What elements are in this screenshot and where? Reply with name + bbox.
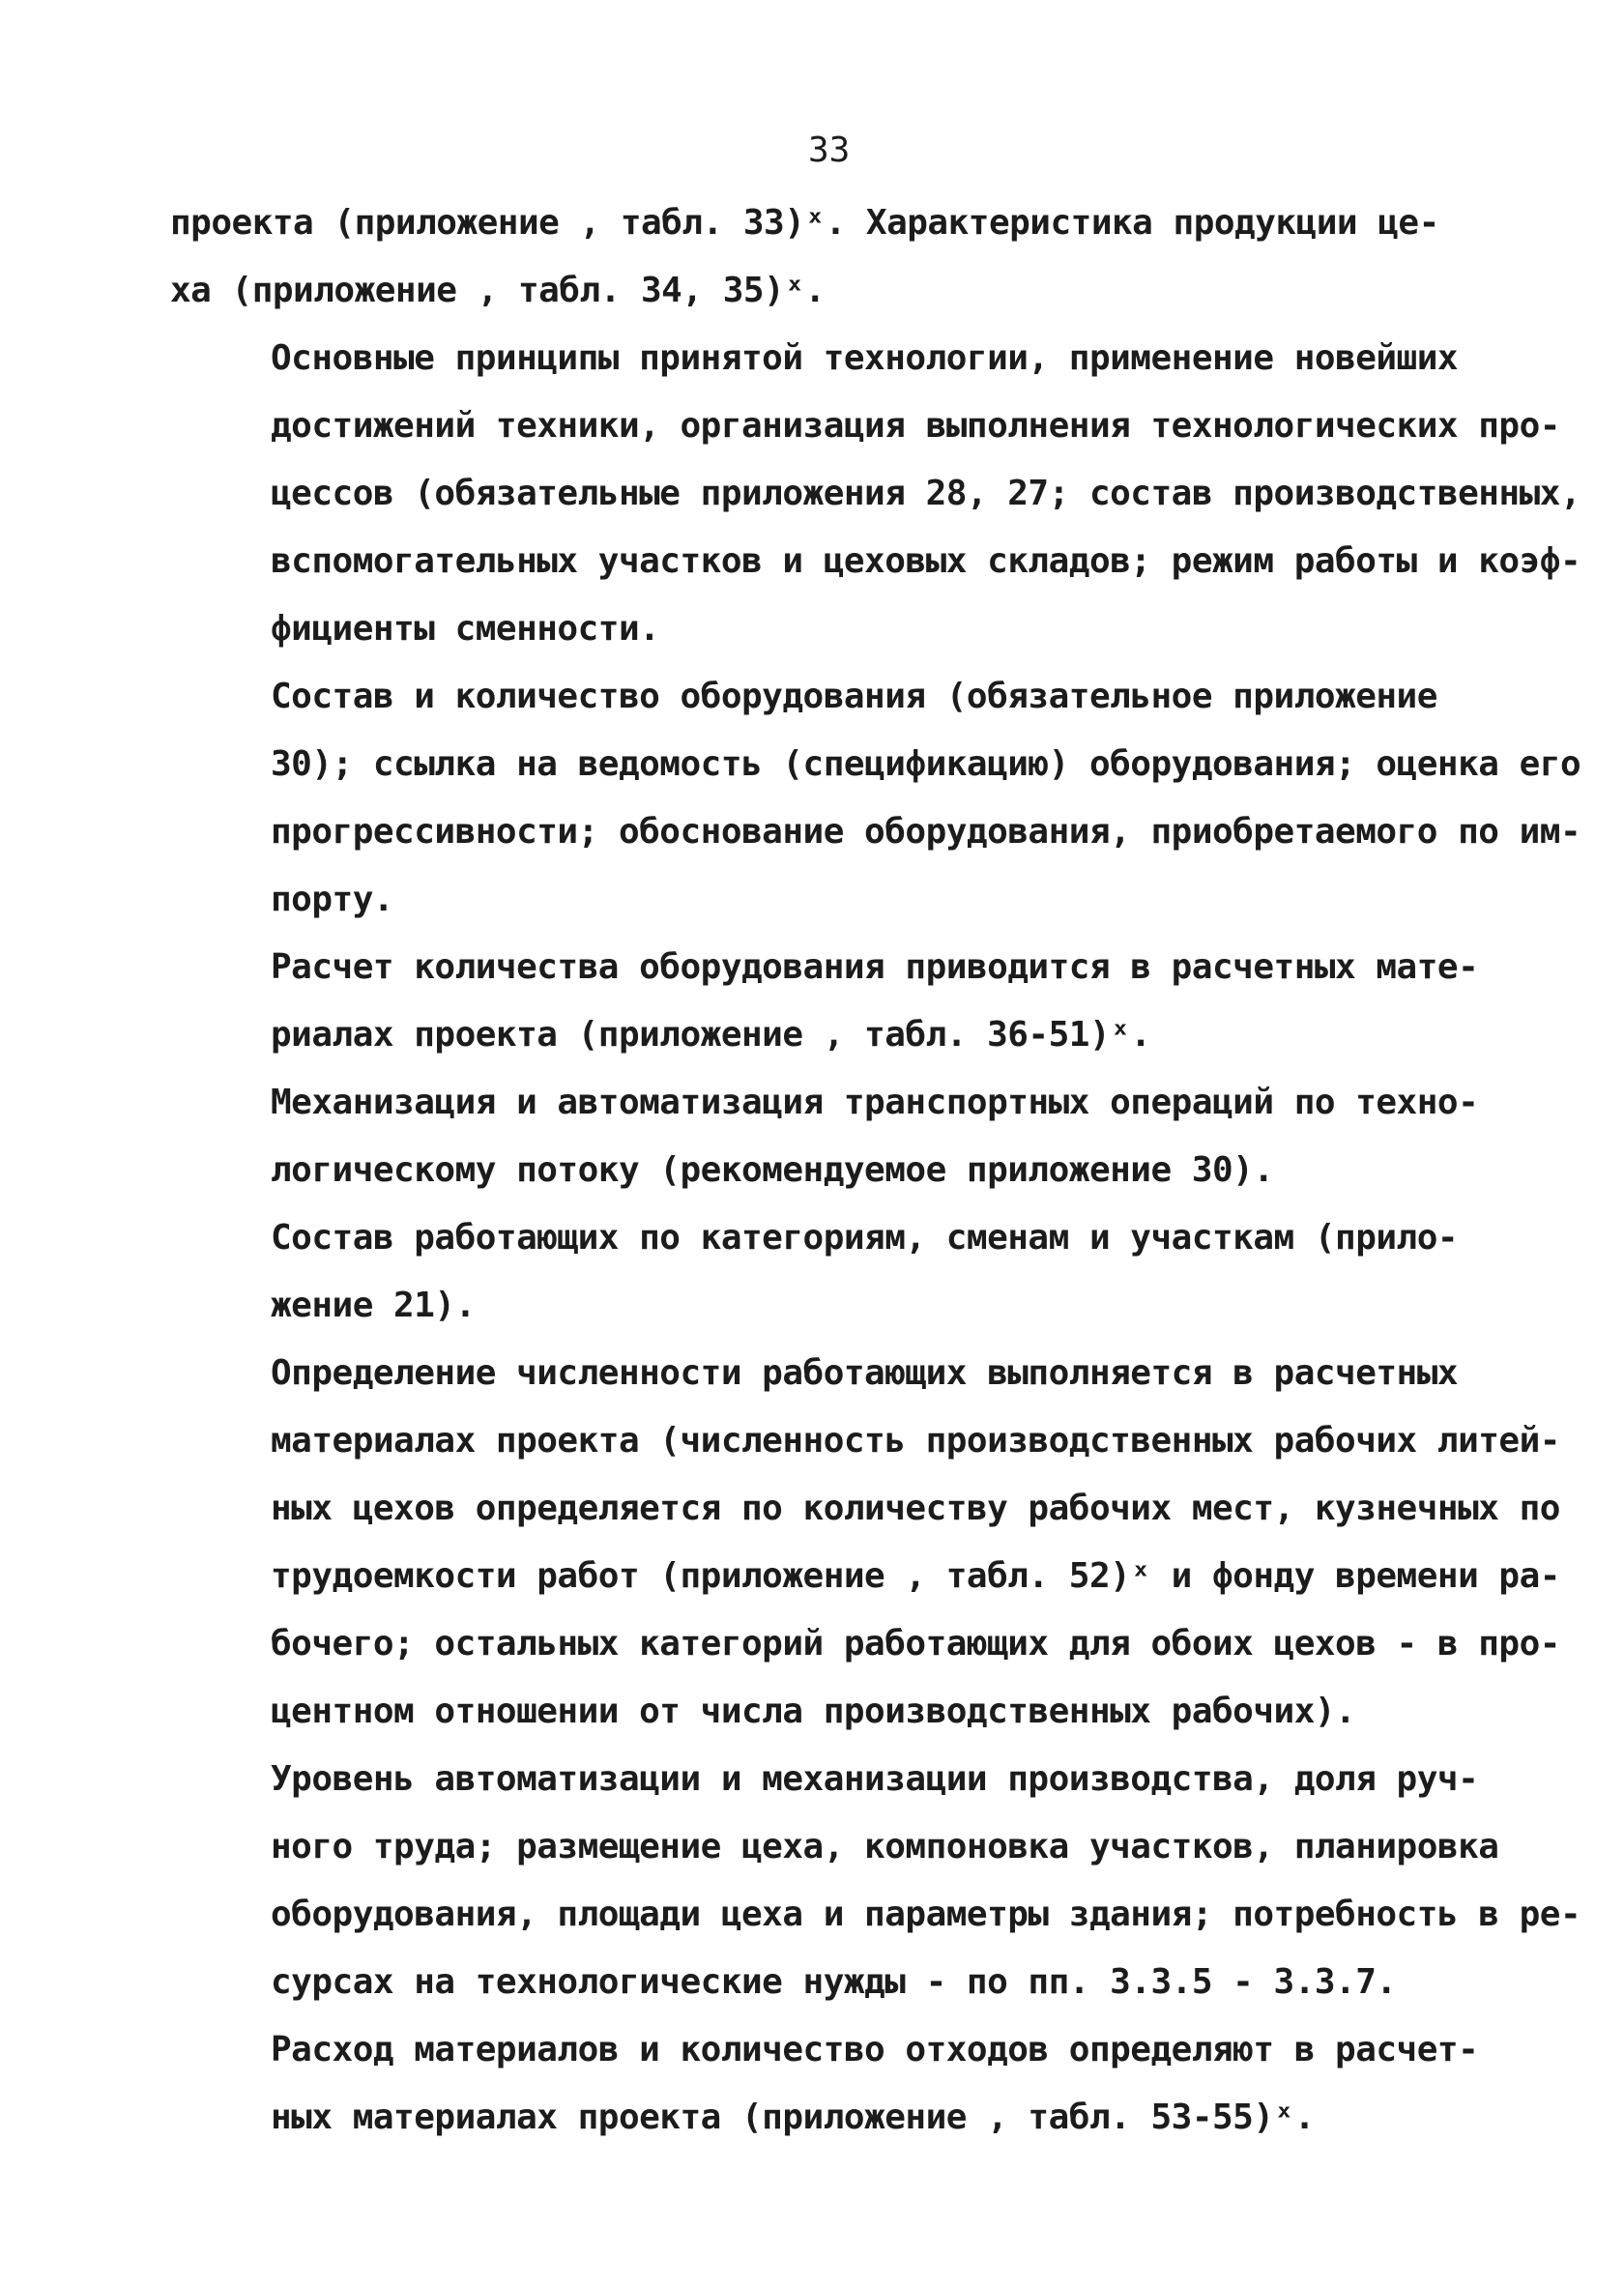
text-line: Состав и количество оборудования (обязательное приложение — [271, 677, 1437, 716]
text-line: жение 21). — [271, 1286, 476, 1325]
text-line: оборудования, площади цеха и параметры здания; потребность в ре- — [271, 1895, 1581, 1934]
text-line: Состав работающих по категориям, сменам и участкам (прило- — [271, 1218, 1459, 1258]
text-line: Основные принципы принятой технологии, применение новейших — [271, 338, 1459, 378]
text-line: Уровень автоматизации и механизации производства, доля руч- — [271, 1759, 1479, 1799]
text-line: бочего; остальных категорий работающих для обоих цехов - в про- — [271, 1624, 1560, 1664]
text-line: трудоемкости работ (приложение , табл. 52)ˣ и фонду времени ра- — [271, 1556, 1560, 1596]
text-line: цессов (обязательные приложения 28, 27; состав производственных, — [271, 474, 1581, 513]
page-number: 33 — [808, 130, 851, 170]
text-line: центном отношении от числа производственных рабочих). — [271, 1692, 1356, 1731]
text-line: прогрессивности; обоснование оборудования, приобретаемого по им- — [271, 812, 1581, 852]
paragraph — [170, 1204, 1485, 1340]
text-line: проекта (приложение , табл. 33)ˣ. Характеристика продукции це- — [170, 203, 1439, 243]
paragraph — [170, 934, 1485, 1069]
text-line: Определение численности работающих выполняется в расчетных — [271, 1353, 1459, 1393]
paragraph — [170, 1746, 1581, 2016]
paragraph — [170, 2016, 1485, 2152]
text-line: фициенты сменности. — [271, 609, 660, 649]
text-line: сурсах на технологические нужды - по пп. 3.3.5 - 3.3.7. — [271, 1962, 1397, 2002]
text-line: материалах проекта (численность производственных рабочих литей- — [271, 1421, 1560, 1461]
paragraph — [170, 325, 1581, 663]
paragraph — [170, 663, 1581, 934]
body-text — [170, 189, 1581, 2152]
text-line: риалах проекта (приложение , табл. 36-51)ˣ. — [271, 1015, 1151, 1055]
text-line: ха (приложение , табл. 34, 35)ˣ. — [170, 271, 826, 310]
text-line: Расход материалов и количество отходов определяют в расчет- — [271, 2030, 1479, 2069]
text-line: Механизация и автоматизация транспортных операций по техно- — [271, 1083, 1479, 1122]
paragraph — [170, 189, 1485, 325]
text-line: 30); ссылка на ведомость (спецификацию) оборудования; оценка его — [271, 744, 1581, 784]
text-line: ного труда; размещение цеха, компоновка участков, планировка — [271, 1827, 1499, 1866]
text-line: ных материалах проекта (приложение , табл. 53-55)ˣ. — [271, 2098, 1315, 2137]
text-line: Расчет количества оборудования приводится в расчетных мате- — [271, 947, 1479, 987]
paragraph — [170, 1340, 1560, 1746]
text-line: достижений техники, организация выполнения технологических про- — [271, 406, 1560, 446]
text-line: ных цехов определяется по количеству рабочих мест, кузнечных по — [271, 1489, 1560, 1528]
text-line: логическому потоку (рекомендуемое приложение 30). — [271, 1150, 1274, 1190]
paragraph — [170, 1069, 1485, 1204]
text-line: вспомогательных участков и цеховых складов; режим работы и коэф- — [271, 541, 1581, 581]
text-line: порту. — [271, 880, 394, 919]
